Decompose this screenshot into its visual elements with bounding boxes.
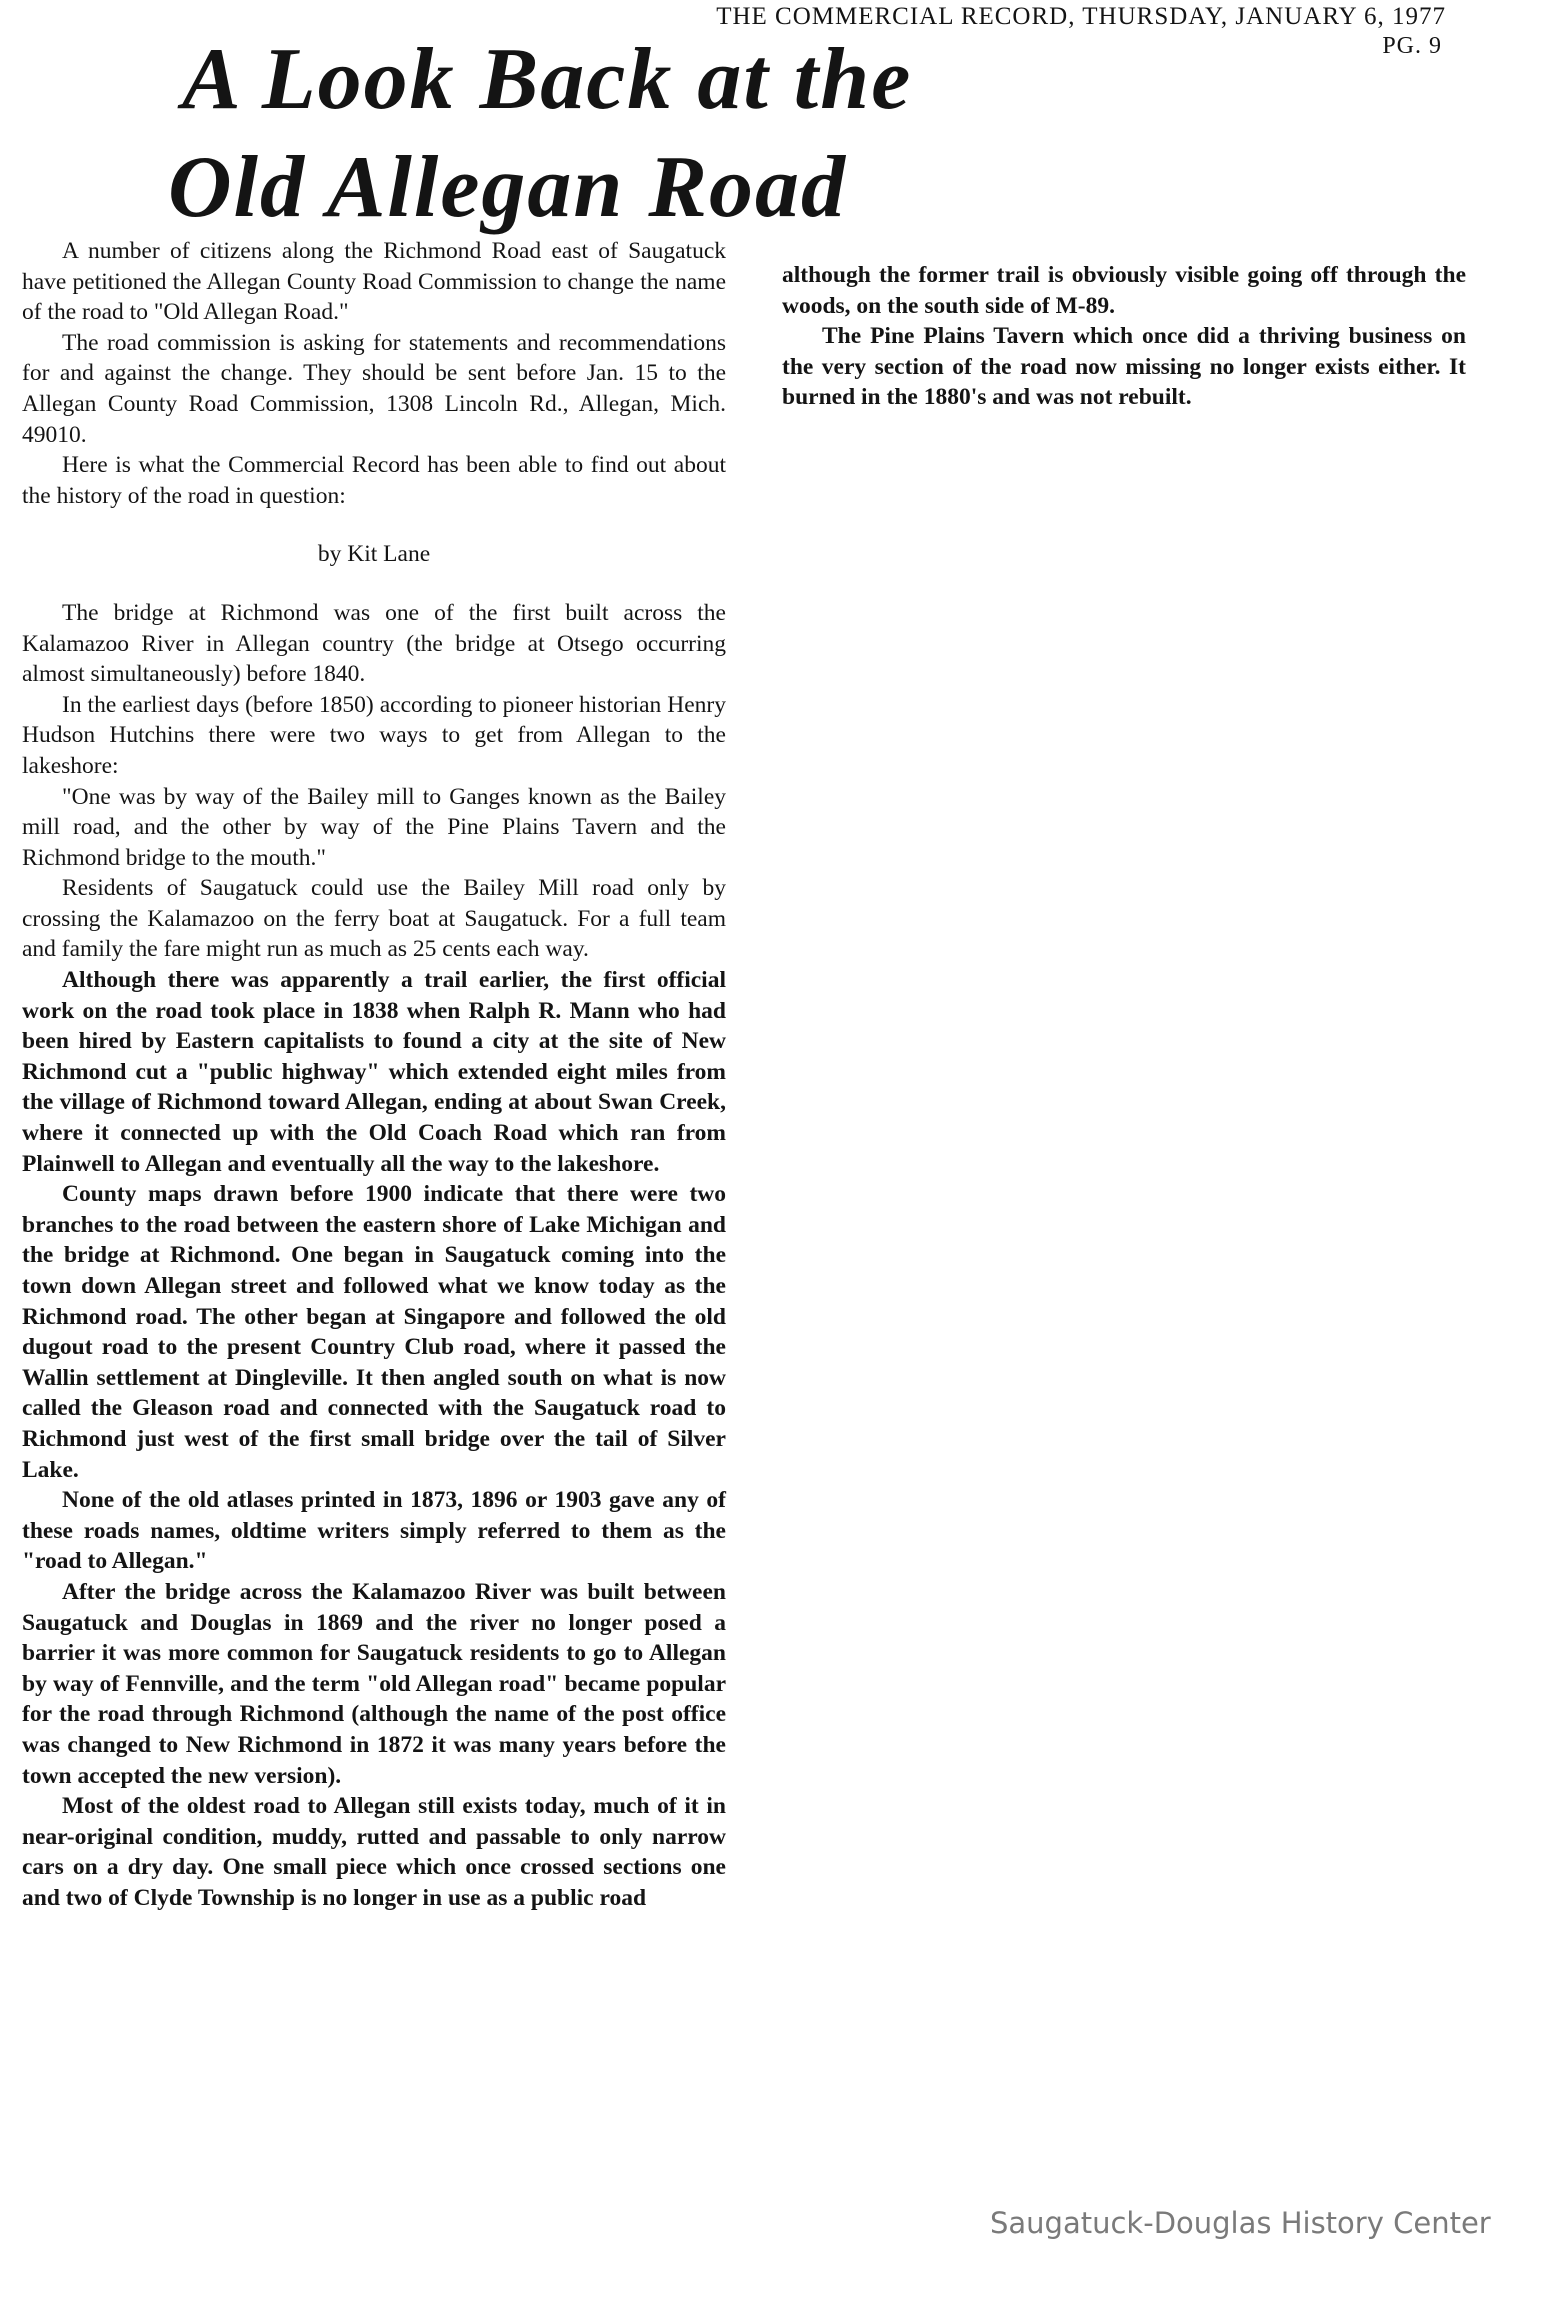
body-paragraph: After the bridge across the Kalamazoo River was built between Saugatuck and Douglas in 1869 and the river no longer posed a barrier it was more common for Saugatuck residents to go to Allegan by way of Fennville, and the term "old Allegan road" became popular for the road through Richmond (although the name of the post office was changed to New Richmond in 1872 it was many years before the town accepted the new version). <box>22 1578 726 1789</box>
left-column <box>22 236 726 1913</box>
headline-line-1: A Look Back at the <box>182 31 913 128</box>
headline <box>168 26 968 242</box>
continued-paragraph: The Pine Plains Tavern which once did a thriving business on the very section of the road now missing no longer exists either. It burned in the 1880's and was not rebuilt. <box>782 323 1466 411</box>
page-number: PG. 9 <box>1382 33 1442 59</box>
intro-paragraph: The road commission is asking for statements and recommendations for and against the change. They should be sent before Jan. 15 to the Allegan County Road Commission, 1308 Lincoln Rd., Allegan, Mich. 49010. <box>22 329 726 448</box>
headline-line-2: Old Allegan Road <box>168 139 848 236</box>
masthead-line: THE COMMERCIAL RECORD, THURSDAY, JANUARY 6, 1977 <box>716 3 1446 30</box>
archive-watermark: Saugatuck-Douglas History Center <box>990 2206 1491 2240</box>
body-paragraph: Although there was apparently a trail earlier, the first official work on the road took place in 1838 when Ralph R. Mann who had been hired by Eastern capitalists to found a city at the site of New Richmond cut a "public highway" which extended eight miles from the village of Richmond toward Allegan, ending at about Swan Creek, where it connected up with the Old Coach Road which ran from Plainwell to Allegan and eventually all the way to the lakeshore. <box>22 967 726 1177</box>
intro-paragraph: A number of citizens along the Richmond Road east of Saugatuck have petitioned the Allegan County Road Commission to change the name of the road to "Old Allegan Road." <box>22 238 726 326</box>
body-paragraph: The bridge at Richmond was one of the first built across the Kalamazoo River in Allegan country (the bridge at Otsego occurring almost simultaneously) before 1840. <box>22 599 726 688</box>
body-paragraph: "One was by way of the Bailey mill to Ganges known as the Bailey mill road, and the other by way of the Pine Plains Tavern and the Richmond bridge to the mouth." <box>22 783 726 871</box>
continued-paragraph: although the former trail is obviously visible going off through the woods, on the south side of M-89. <box>782 262 1466 319</box>
byline: by Kit Lane <box>317 541 431 568</box>
right-column <box>782 260 1466 413</box>
body-paragraph: Residents of Saugatuck could use the Bailey Mill road only by crossing the Kalamazoo on the ferry boat at Saugatuck. For a full team and family the fare might run as much as 25 cents each way. <box>22 875 726 963</box>
body-paragraph: None of the old atlases printed in 1873, 1896 or 1903 gave any of these roads names, oldtime writers simply referred to them as the "road to Allegan." <box>22 1487 726 1575</box>
intro-paragraph: Here is what the Commercial Record has been able to find out about the history of the road in question: <box>22 452 726 509</box>
body-paragraph: County maps drawn before 1900 indicate that there were two branches to the road between the eastern shore of Lake Michigan and the bridge at Richmond. One began in Saugatuck coming into the town down Allegan street and followed what we know today as the Richmond road. The other began at Singapore and followed the old dugout road to the present Country Club road, where it passed the Wallin settlement at Dingleville. It then angled south on what is now called the Gleason road and connected with the Saugatuck road to Richmond just west of the first small bridge over the tail of Silver Lake. <box>22 1181 726 1483</box>
body-paragraph: In the earliest days (before 1850) according to pioneer historian Henry Hudson Hutchins there were two ways to get from Allegan to the lakeshore: <box>22 691 726 779</box>
body-paragraph: Most of the oldest road to Allegan still exists today, much of it in near-original condition, muddy, rutted and passable to only narrow cars on a dry day. One small piece which once crossed sections one and two of Clyde Township is no longer in use as a public road <box>22 1793 726 1911</box>
